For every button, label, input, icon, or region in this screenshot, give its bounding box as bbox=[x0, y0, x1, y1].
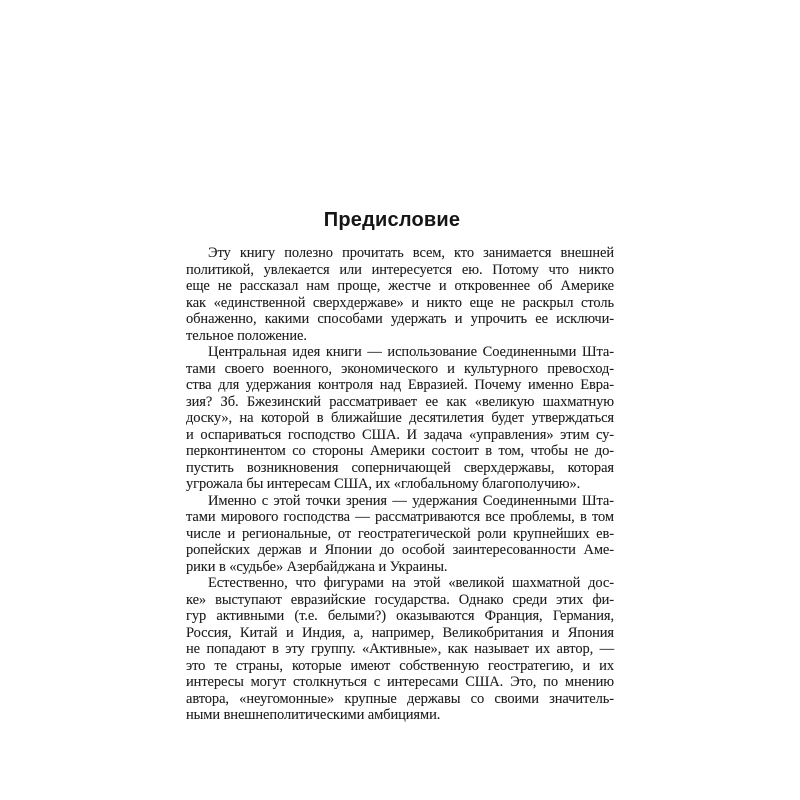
text-line: числе и региональные, от геостратегической роли крупнейших ев- bbox=[186, 525, 614, 542]
text-line: Эту книгу полезно прочитать всем, кто занимается внешней bbox=[208, 245, 614, 261]
preface-text bbox=[186, 245, 614, 724]
text-line: ропейских держав и Японии до особой заинтересованности Аме- bbox=[186, 542, 614, 558]
text-line: тельное положение. bbox=[186, 327, 307, 344]
text-line: политикой, увлекается или интересуется ею. Потому что никто bbox=[186, 261, 614, 278]
paragraph bbox=[186, 344, 614, 493]
text-line: Именно с этой точки зрения — удержания Соединенными Шта- bbox=[208, 492, 614, 509]
text-line: это те страны, которые имеют собственную геостратегию, и их bbox=[186, 657, 614, 674]
text-line: ке» выступают евразийские государства. Однако среди этих фи- bbox=[186, 591, 614, 608]
text-line: обнаженно, какими способами удержать и упрочить ее исключи- bbox=[186, 311, 614, 327]
text-line: пустить возникновения соперничающей сверхдержавы, которая bbox=[186, 459, 614, 476]
text-line: тами своего военного, экономического и культурного превосход- bbox=[186, 360, 614, 377]
page-title: Предисловие bbox=[323, 209, 461, 231]
text-line: еще не рассказал нам проще, жестче и откровеннее об Америке bbox=[186, 278, 614, 294]
text-line: рики в «судьбе» Азербайджана и Украины. bbox=[186, 558, 448, 575]
text-line: и оспариваться господство США. И задача «управления» этим су- bbox=[186, 426, 614, 443]
book-page bbox=[186, 208, 614, 724]
text-line: интересы могут столкнуться с интересами США. Это, по мнению bbox=[186, 674, 614, 690]
text-line: гур активными (т.е. белыми?) оказываются Франция, Германия, bbox=[186, 608, 614, 624]
text-line: ными внешнеполитическими амбициями. bbox=[186, 707, 441, 723]
text-line: Естественно, что фигурами на этой «великой шахматной дос- bbox=[208, 575, 614, 591]
text-line: ства для удержания контроля над Евразией. Почему именно Евра- bbox=[186, 377, 614, 393]
text-line: зия? Зб. Бжезинский рассматривает ее как «великую шахматную bbox=[186, 393, 614, 410]
paragraph bbox=[186, 493, 614, 576]
text-line: доску», на которой в ближайшие десятилетия будет утверждаться bbox=[186, 410, 614, 426]
text-line: перконтинентом со стороны Америки состоит в том, чтобы не до- bbox=[186, 443, 614, 459]
text-line: Россия, Китай и Индия, а, например, Великобритания и Япония bbox=[186, 624, 614, 641]
text-line: Центральная идея книги — использование Соединенными Шта- bbox=[208, 344, 614, 360]
text-line: как «единственной сверхдержаве» и никто еще не раскрыл столь bbox=[186, 294, 614, 311]
text-line: автора, «неугомонные» крупные державы со своими значитель- bbox=[186, 690, 614, 707]
paragraph bbox=[186, 245, 614, 344]
text-line: угрожала бы интересам США, их «глобальному благополучию». bbox=[186, 476, 581, 492]
text-line: не попадают в эту группу. «Активные», как называет их автор, — bbox=[186, 641, 614, 657]
text-line: тами мирового господства — рассматриваются все проблемы, в том bbox=[186, 509, 614, 525]
paragraph bbox=[186, 575, 614, 724]
